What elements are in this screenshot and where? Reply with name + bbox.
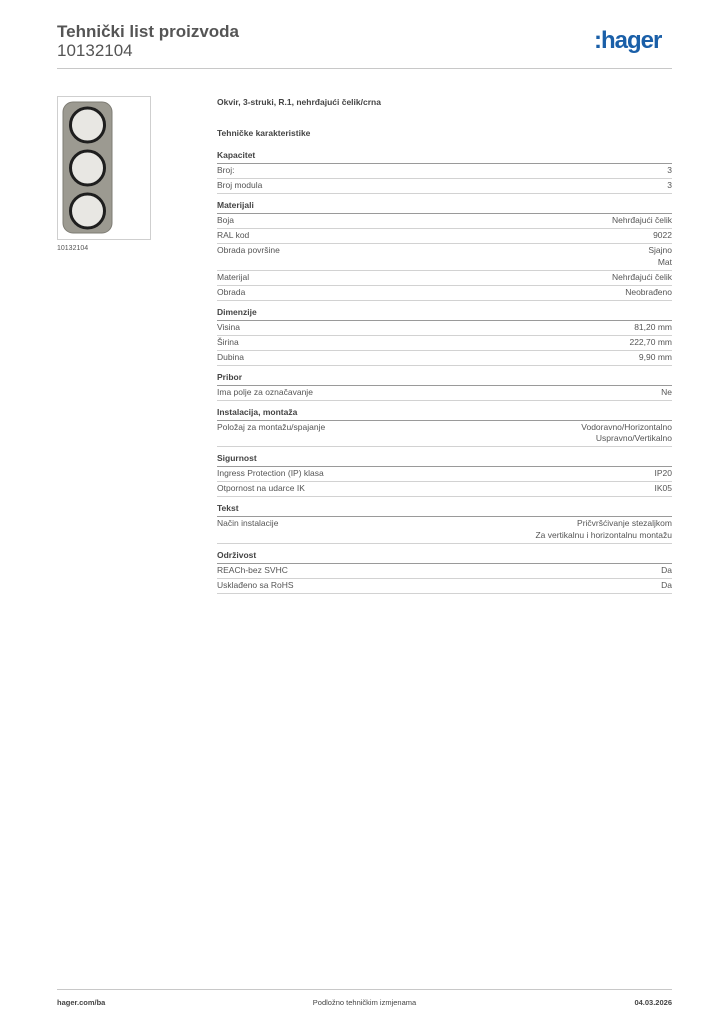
spec-value-line: Nehrđajući čelik	[612, 215, 672, 225]
frame-opening-3	[71, 194, 105, 228]
spec-label: Materijal	[217, 271, 250, 282]
spec-label: Ima polje za označavanje	[217, 386, 313, 397]
spec-row	[217, 579, 672, 594]
footer-note: Podložno tehničkim izmjenama	[312, 998, 417, 1007]
spec-value-line: 81,20 mm	[634, 321, 672, 332]
spec-value-line: 222,70 mm	[629, 336, 672, 347]
spec-row	[217, 564, 672, 579]
specification-content	[217, 96, 672, 600]
spec-label: Otpornost na udarce IK	[217, 483, 305, 493]
footer-date: 04.03.2026	[634, 998, 672, 1007]
spec-value	[612, 215, 672, 227]
image-caption: 10132104	[57, 245, 89, 252]
footer-website: hager.com/ba	[57, 998, 106, 1007]
spec-label: Položaj za montažu/spajanje	[217, 421, 326, 432]
document-title: Tehnički list proizvoda	[57, 22, 239, 41]
spec-group-title: Materijali	[217, 200, 672, 214]
spec-group	[217, 150, 672, 194]
product-name: Okvir, 3-struki, R.1, nehrđajući čelik/crna	[217, 97, 381, 107]
spec-value-line: Pričvršćivanje stezaljkom	[577, 518, 672, 528]
spec-row	[217, 271, 672, 286]
spec-value	[612, 272, 672, 284]
spec-row	[217, 179, 672, 194]
spec-value-line: 3	[667, 165, 672, 175]
spec-value	[655, 468, 673, 480]
product-number: 10132104	[57, 41, 133, 60]
spec-label: Usklađeno sa RoHS	[217, 579, 294, 590]
spec-value	[661, 565, 672, 577]
spec-group	[217, 307, 672, 366]
spec-label: Dubina	[217, 351, 244, 362]
spec-value-line: Vodoravno/Horizontalno	[581, 421, 672, 432]
spec-value-line: IK05	[654, 483, 672, 493]
spec-label: Broj:	[217, 165, 235, 175]
spec-value	[648, 245, 672, 268]
spec-value-line: 9022	[653, 230, 672, 240]
spec-value	[661, 580, 672, 592]
product-image	[57, 96, 151, 240]
header-divider	[57, 68, 672, 69]
spec-value-line: IP20	[654, 468, 672, 478]
hager-logo-text: :hager	[594, 27, 662, 54]
spec-group	[217, 200, 672, 301]
spec-value	[535, 518, 672, 541]
spec-value	[667, 165, 672, 177]
spec-group-title: Pribor	[217, 372, 672, 386]
hager-logo	[594, 26, 674, 58]
spec-value	[581, 422, 672, 445]
spec-value	[629, 337, 672, 349]
spec-group	[217, 372, 672, 401]
spec-row	[217, 286, 672, 301]
spec-label: Obrada	[217, 286, 246, 297]
spec-label: REACh-bez SVHC	[217, 564, 288, 575]
specification-groups	[217, 150, 672, 594]
spec-row	[217, 421, 672, 448]
spec-value-line: Za vertikalnu i horizontalnu montažu	[535, 529, 672, 540]
spec-value-line: Mat	[657, 256, 672, 267]
spec-value	[655, 483, 673, 495]
spec-value-line: Sjajno	[648, 245, 672, 255]
spec-row	[217, 336, 672, 351]
spec-label: RAL kod	[217, 230, 250, 240]
spec-group-title: Kapacitet	[217, 150, 672, 164]
spec-group-title: Održivost	[217, 550, 672, 564]
spec-value	[661, 387, 672, 399]
spec-row	[217, 244, 672, 271]
spec-label: Broj modula	[217, 180, 263, 190]
spec-group-title: Instalacija, montaža	[217, 407, 672, 421]
spec-value-line: Uspravno/Vertikalno	[595, 433, 672, 443]
hager-logo-mark	[594, 26, 674, 58]
spec-value	[667, 180, 672, 192]
spec-label: Način instalacije	[217, 518, 279, 528]
spec-row	[217, 164, 672, 179]
spec-row	[217, 386, 672, 401]
spec-value	[625, 287, 672, 299]
spec-row	[217, 517, 672, 544]
spec-value-line: Nehrđajući čelik	[612, 271, 672, 282]
spec-group	[217, 550, 672, 594]
spec-row	[217, 467, 672, 482]
spec-label: Visina	[217, 321, 240, 332]
spec-group	[217, 407, 672, 448]
spec-group	[217, 503, 672, 544]
spec-value-line: Neobrađeno	[625, 286, 672, 297]
spec-value	[634, 322, 672, 334]
spec-row	[217, 351, 672, 366]
footer-divider	[57, 989, 672, 990]
spec-label: Širina	[217, 336, 239, 347]
technical-characteristics-heading: Tehničke karakteristike	[217, 128, 311, 138]
spec-value	[639, 352, 672, 364]
spec-row	[217, 482, 672, 497]
spec-group	[217, 453, 672, 497]
spec-value-line: Da	[661, 564, 672, 575]
spec-group-title: Sigurnost	[217, 453, 672, 467]
spec-row	[217, 321, 672, 336]
spec-value-line: Ne	[661, 386, 672, 397]
spec-value-line: 3	[667, 180, 672, 190]
frame-illustration	[58, 97, 150, 239]
spec-row	[217, 214, 672, 229]
spec-group-title: Tekst	[217, 503, 672, 517]
frame-opening-1	[71, 108, 105, 142]
spec-value-line: Da	[661, 579, 672, 590]
spec-value-line: 9,90 mm	[638, 351, 672, 362]
spec-row	[217, 229, 672, 244]
spec-value	[653, 230, 672, 242]
frame-opening-2	[71, 151, 105, 185]
spec-label: Obrada površine	[217, 245, 280, 255]
document-header	[57, 22, 672, 60]
spec-label: Boja	[217, 215, 235, 225]
spec-label: Ingress Protection (IP) klasa	[217, 468, 324, 478]
spec-group-title: Dimenzije	[217, 307, 672, 321]
